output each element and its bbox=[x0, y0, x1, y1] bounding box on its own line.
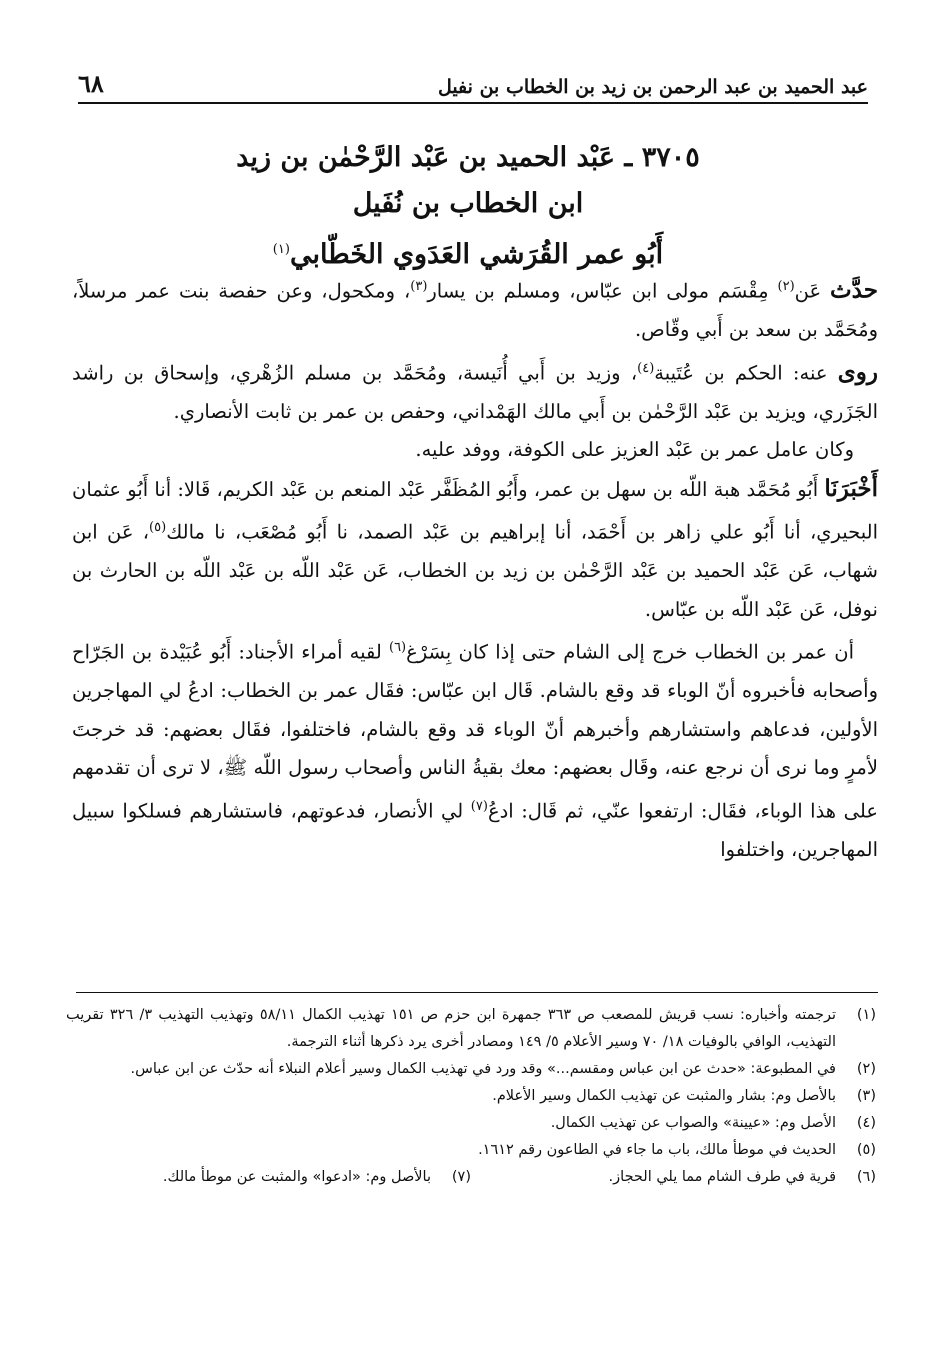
footnote bbox=[471, 1164, 876, 1191]
paragraph-hadith bbox=[72, 629, 878, 869]
footnote bbox=[66, 1002, 876, 1056]
running-title: عبد الحميد بن عبد الرحمن بن زيد بن الخطاب بن نفيل bbox=[437, 76, 868, 98]
footnote-number: (٣) bbox=[856, 1088, 876, 1104]
paragraph-lead: روى bbox=[837, 358, 878, 385]
footnote-text: قرية في طرف الشام مما يلي الحجاز. bbox=[608, 1169, 836, 1185]
text-run: عنه: الحكم بن عُتَيبة bbox=[654, 361, 838, 384]
footnote-marker: (٦) bbox=[388, 640, 407, 655]
paragraph-narrated-from bbox=[72, 268, 878, 350]
entry-title-line-2: ابن الخطاب بن نُفَيل bbox=[352, 188, 584, 219]
text-run: ، عَن ابن شهاب، عَن عَبْد الحميد بن عَبْد الرَّحْمٰن بن زيد بن الخطاب، عَن عَبْد اللّه بن عَبْد اللّه بن الحارث بن نوفل، عَن عَبْد اللّه بن عبّاس. bbox=[72, 520, 878, 621]
text-run: عَن bbox=[794, 279, 831, 303]
footnote-number: (٤) bbox=[856, 1115, 876, 1131]
footnote-text: بالأصل وم: «ادعوا» والمثبت عن موطأ مالك. bbox=[162, 1169, 431, 1185]
footnote-text: في المطبوعة: «حدث عن ابن عباس ومقسم...» وقد ورد في تهذيب الكمال وسير أعلام النبلاء أنه حدّث عن ابن عباس. bbox=[130, 1061, 836, 1077]
footnote-number: (٧) bbox=[451, 1169, 471, 1185]
footnote-marker: (١) bbox=[272, 242, 290, 257]
footnote-text: ترجمته وأخباره: نسب قريش للمصعب ص ٣٦٣ جمهرة ابن حزم ص ١٥١ تهذيب الكمال ٥٨/١١ وتهذيب التهذيب ٣/ ٣٢٦ تقريب التهذيب، الوافي بالوفيات ١٨/ ٧٠ وسير الأعلام ٥/ ١٤٩ ومصادر أخرى يرد ذكرها أثناء الترجمة. bbox=[66, 1007, 837, 1050]
text-run: لقيه أمراء الأجناد: أَبُو عُبَيْدة بن الجَرّاح وأصحابه فأخبروه أنّ الوباء قد وقع بالشام. قَال ابن عبّاس: فقَال عمر بن الخطاب: ادعُ لي المهاجرين الأولين، فدعاهم واستشارهم وأخبرهم أنّ الوباء قد وقع بالشام، فاختلفوا، فقَال بعضهم: قد خرجتَ لأمرٍ وما نرى أن نرجع عنه، وقَال بعضهم: معك بقيةُ الناس وأصحاب رسول اللّه ﷺ، لا ترى أن تقدمهم على هذا الوباء، فقَال: ارتفعوا عنّي، ثم قَال: ادعُ bbox=[72, 640, 878, 822]
footnote-marker: (٥) bbox=[149, 520, 167, 535]
footnotes bbox=[66, 1002, 876, 1191]
paragraph-narrators bbox=[72, 350, 878, 432]
footnote-marker: (٤) bbox=[637, 360, 655, 376]
footnote bbox=[66, 1164, 471, 1191]
footnote-divider bbox=[76, 992, 878, 993]
footnote-row bbox=[66, 1164, 876, 1191]
footnote bbox=[66, 1137, 876, 1164]
footnote bbox=[66, 1110, 876, 1137]
main-text bbox=[72, 268, 878, 869]
text-run: ، وزيد بن أَبي أُنَيسة، ومُحَمَّد بن مسلم الزُهْري، وإسحاق بن راشد الجَزَري، ويزيد بن عَبْد الرَّحْمٰن بن أَبي مالك الهَمْداني، وحفص بن عمر بن ثابت الأنصاري. bbox=[72, 361, 878, 423]
paragraph-isnad bbox=[72, 470, 878, 630]
footnote-number: (١) bbox=[856, 1007, 876, 1023]
footnote-text: بالأصل وم: بشار والمثبت عن تهذيب الكمال وسير الأعلام. bbox=[492, 1088, 836, 1104]
paragraph-lead: حدَّث bbox=[830, 276, 878, 304]
footnote-number: (٥) bbox=[856, 1142, 876, 1158]
footnote-marker: (٣) bbox=[410, 279, 428, 294]
paragraph-governor: وكان عامل عمر بن عَبْد العزيز على الكوفة، ووفد عليه. bbox=[415, 438, 854, 461]
text-run: لي الأنصار، فدعوتهم، فاستشارهم فسلكوا سبيل المهاجرين، واختلفوا bbox=[72, 799, 878, 861]
entry-kunya: أَبُو عمر القُرَشي العَدَوي الخَطّابي bbox=[289, 239, 664, 270]
text-run: أن عمر بن الخطاب خرج إلى الشام حتى إذا كان بِسَرْغ bbox=[406, 640, 854, 664]
page-number: ٦٨ bbox=[78, 69, 104, 98]
footnote-number: (٦) bbox=[856, 1169, 876, 1185]
paragraph-lead: أَخْبَرَنَا bbox=[824, 474, 878, 502]
footnote bbox=[66, 1083, 876, 1110]
footnote-text: الحديث في موطأ مالك، باب ما جاء في الطاعون رقم ١٦١٢. bbox=[478, 1142, 836, 1158]
text-run: ، ومكحول، وعن حفصة بنت عمر مرسلاً، ومُحَمَّد بن سعد بن أَبي وقّاص. bbox=[72, 279, 878, 341]
entry-title-line-1: ٣٧٠٥ ـ عَبْد الحميد بن عَبْد الرَّحْمٰن بن زيد bbox=[236, 142, 700, 173]
footnote-number: (٢) bbox=[856, 1061, 876, 1077]
footnote-marker: (٧) bbox=[470, 798, 488, 814]
text-run: أَبُو مُحَمَّد هبة اللّه بن سهل بن عمر، وأَبُو المُظَفَّر عَبْد المنعم بن عَبْد الكريم، قَالا: أنا أَبُو عثمان البحيري، أنا أَبُو علي زاهر بن أَحْمَد، أنا إبراهيم بن عَبْد الصمد، نا أَبُو مُصْعَب، نا مالك bbox=[72, 477, 878, 544]
footnote bbox=[66, 1056, 876, 1083]
running-header bbox=[78, 58, 868, 104]
text-run: مِقْسَم مولى ابن عبّاس، ومسلم بن يسار bbox=[427, 279, 778, 303]
footnote-marker: (٢) bbox=[777, 279, 795, 294]
footnote-text: الأصل وم: «عيينة» والصواب عن تهذيب الكمال. bbox=[550, 1115, 836, 1131]
entry-title bbox=[60, 135, 876, 278]
